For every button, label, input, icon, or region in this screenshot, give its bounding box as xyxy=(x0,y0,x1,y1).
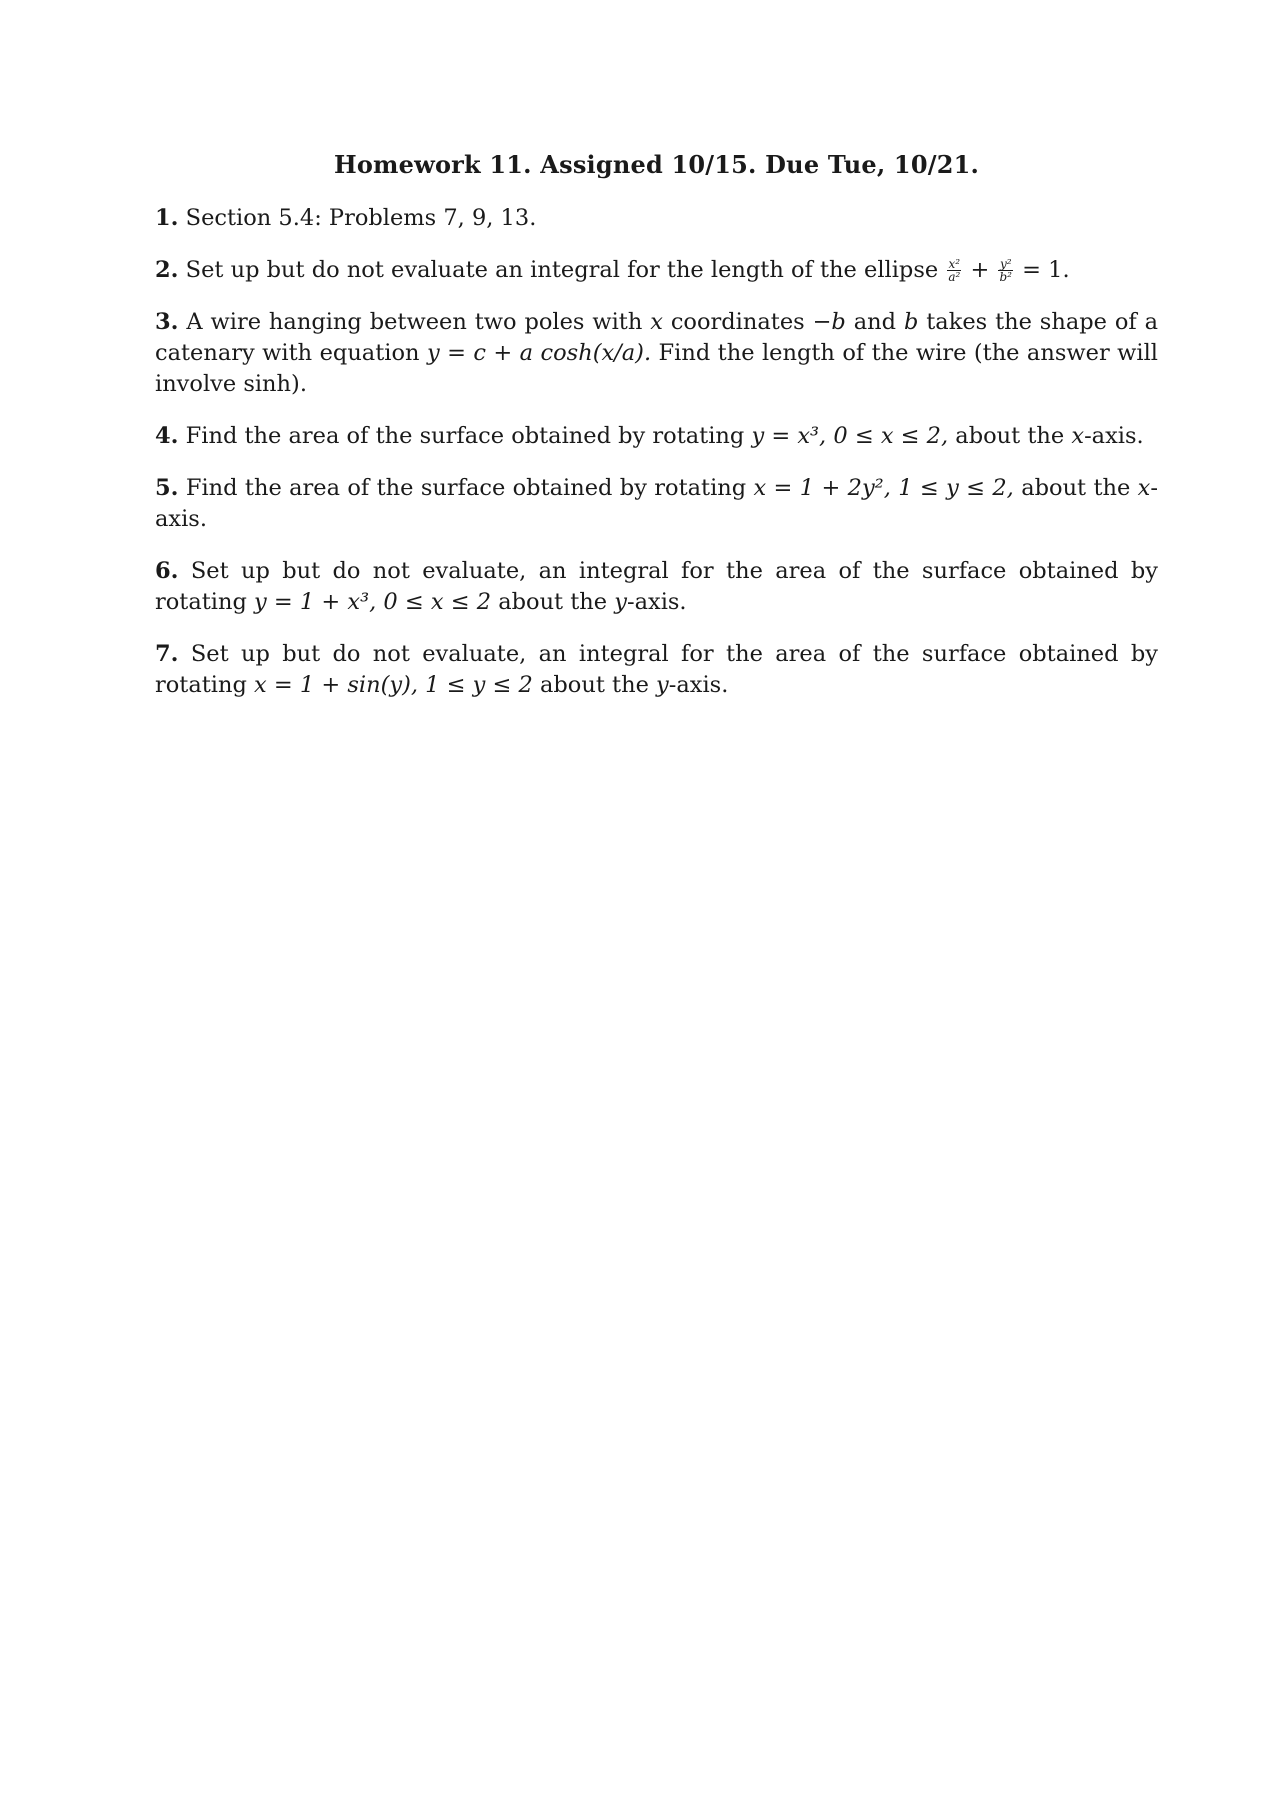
problem-4 xyxy=(155,421,1158,452)
problem-text: about the xyxy=(498,589,608,615)
problem-number: 2. xyxy=(155,257,179,283)
problem-7 xyxy=(155,639,1158,701)
problem-text: A wire hanging between two poles with xyxy=(186,309,643,335)
problem-text: and xyxy=(853,309,897,335)
problem-text: Set up but do not evaluate, an integral for the area of the surface obtained by rotating xyxy=(155,558,1158,615)
problem-number: 1. xyxy=(155,205,179,231)
axis-variable: x xyxy=(1071,423,1085,449)
problem-2 xyxy=(155,255,1158,286)
homework-page xyxy=(155,150,1158,722)
problem-number: 3. xyxy=(155,309,179,335)
axis-variable: x xyxy=(1137,475,1151,501)
axis-suffix: -axis. xyxy=(1084,423,1144,449)
problem-number: 5. xyxy=(155,475,179,501)
page-title: Homework 11. Assigned 10/15. Due Tue, 10/21. xyxy=(333,150,980,179)
equation-tail: = 1. xyxy=(1022,257,1070,283)
ellipse-fraction-y xyxy=(998,258,1013,283)
axis-variable: y xyxy=(656,672,669,698)
problem-5 xyxy=(155,473,1158,535)
fraction-numerator: x² xyxy=(948,257,961,272)
problem-text: Section 5.4: Problems 7, 9, 13. xyxy=(185,205,537,231)
problem-text: takes the shape of a catenary with equation xyxy=(155,309,1159,366)
math-expression: x = 1 + sin(y), 1 ≤ y ≤ 2 xyxy=(254,672,533,698)
axis-suffix: -axis. xyxy=(668,672,729,698)
math-expression: y = x³, 0 ≤ x ≤ 2, xyxy=(751,423,949,449)
problem-number: 6. xyxy=(155,558,179,584)
problem-text: about the xyxy=(539,672,649,698)
axis-variable: y xyxy=(614,589,627,615)
problem-number: 4. xyxy=(155,423,179,449)
math-expression: x = 1 + 2y², 1 ≤ y ≤ 2, xyxy=(753,475,1014,501)
math-expression: b xyxy=(903,309,919,335)
fraction-denominator: b² xyxy=(999,270,1012,285)
problem-text: Find the length of the wire (the answer will involve sinh). xyxy=(155,340,1158,397)
problem-text: coordinates xyxy=(670,309,805,335)
problem-3 xyxy=(155,307,1158,400)
problem-6 xyxy=(155,556,1158,618)
catenary-equation: y = c + a cosh(x/a). xyxy=(426,340,652,366)
problem-text: Find the area of the surface obtained by rotating xyxy=(185,475,747,501)
fraction-numerator: y² xyxy=(999,257,1012,272)
math-expression: −b xyxy=(812,309,846,335)
problem-text: Set up but do not evaluate, an integral for the area of the surface obtained by rotating xyxy=(155,641,1158,698)
math-expression: y = 1 + x³, 0 ≤ x ≤ 2 xyxy=(254,589,492,615)
plus-sign: + xyxy=(970,257,990,283)
problem-text: Set up but do not evaluate an integral for the length of the ellipse xyxy=(185,257,939,283)
ellipse-fraction-x xyxy=(947,258,961,283)
problem-text: about the xyxy=(955,423,1065,449)
math-expression: x xyxy=(650,309,663,335)
problem-text: Find the area of the surface obtained by rotating xyxy=(185,423,745,449)
problem-text: about the xyxy=(1021,475,1131,501)
fraction-denominator: a² xyxy=(948,270,961,285)
axis-suffix: -axis. xyxy=(155,475,1158,532)
axis-suffix: -axis. xyxy=(626,589,687,615)
problem-1 xyxy=(155,203,1158,234)
problem-number: 7. xyxy=(155,641,179,667)
